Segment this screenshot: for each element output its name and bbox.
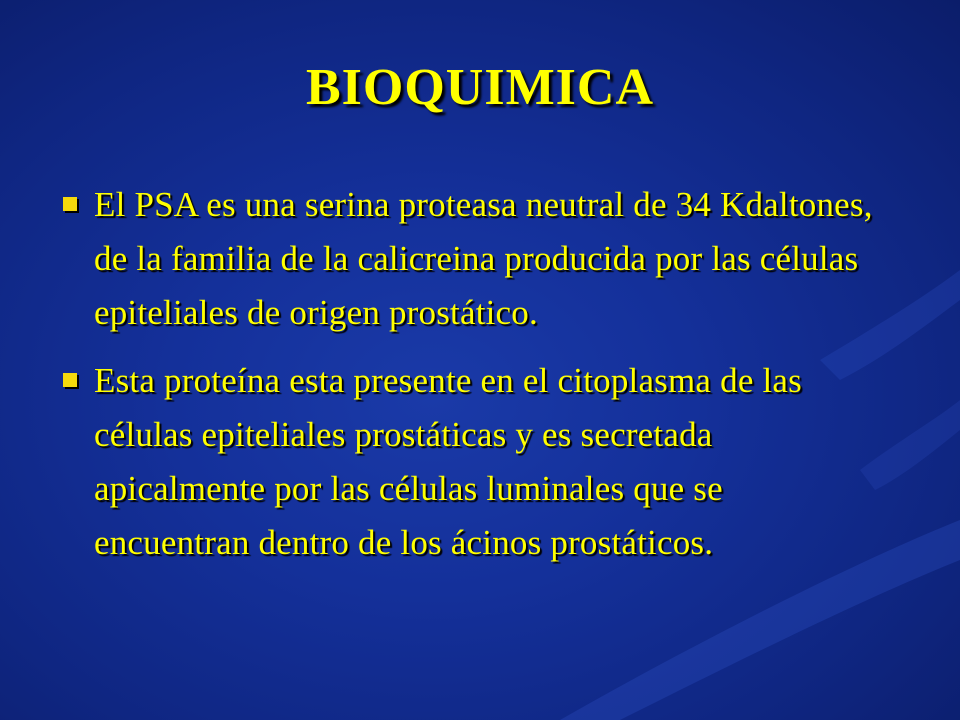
bullet-item: [60, 354, 880, 570]
slide-title: BIOQUIMICA: [305, 59, 655, 116]
square-bullet-icon: [63, 373, 77, 387]
bullet-item: [60, 178, 880, 340]
bullet-text: Esta proteína esta presente en el citoplasma de las células epiteliales prostáticas y es secretada apicalmente por las células luminales que se encuentran dentro de los ácinos prostáticos.: [94, 361, 802, 562]
square-bullet-icon: [63, 197, 77, 211]
bullet-list: [60, 178, 880, 584]
bullet-text: El PSA es una serina proteasa neutral de 34 Kdaltones, de la familia de la calicreina producida por las células epiteliales de origen prostático.: [94, 185, 873, 332]
